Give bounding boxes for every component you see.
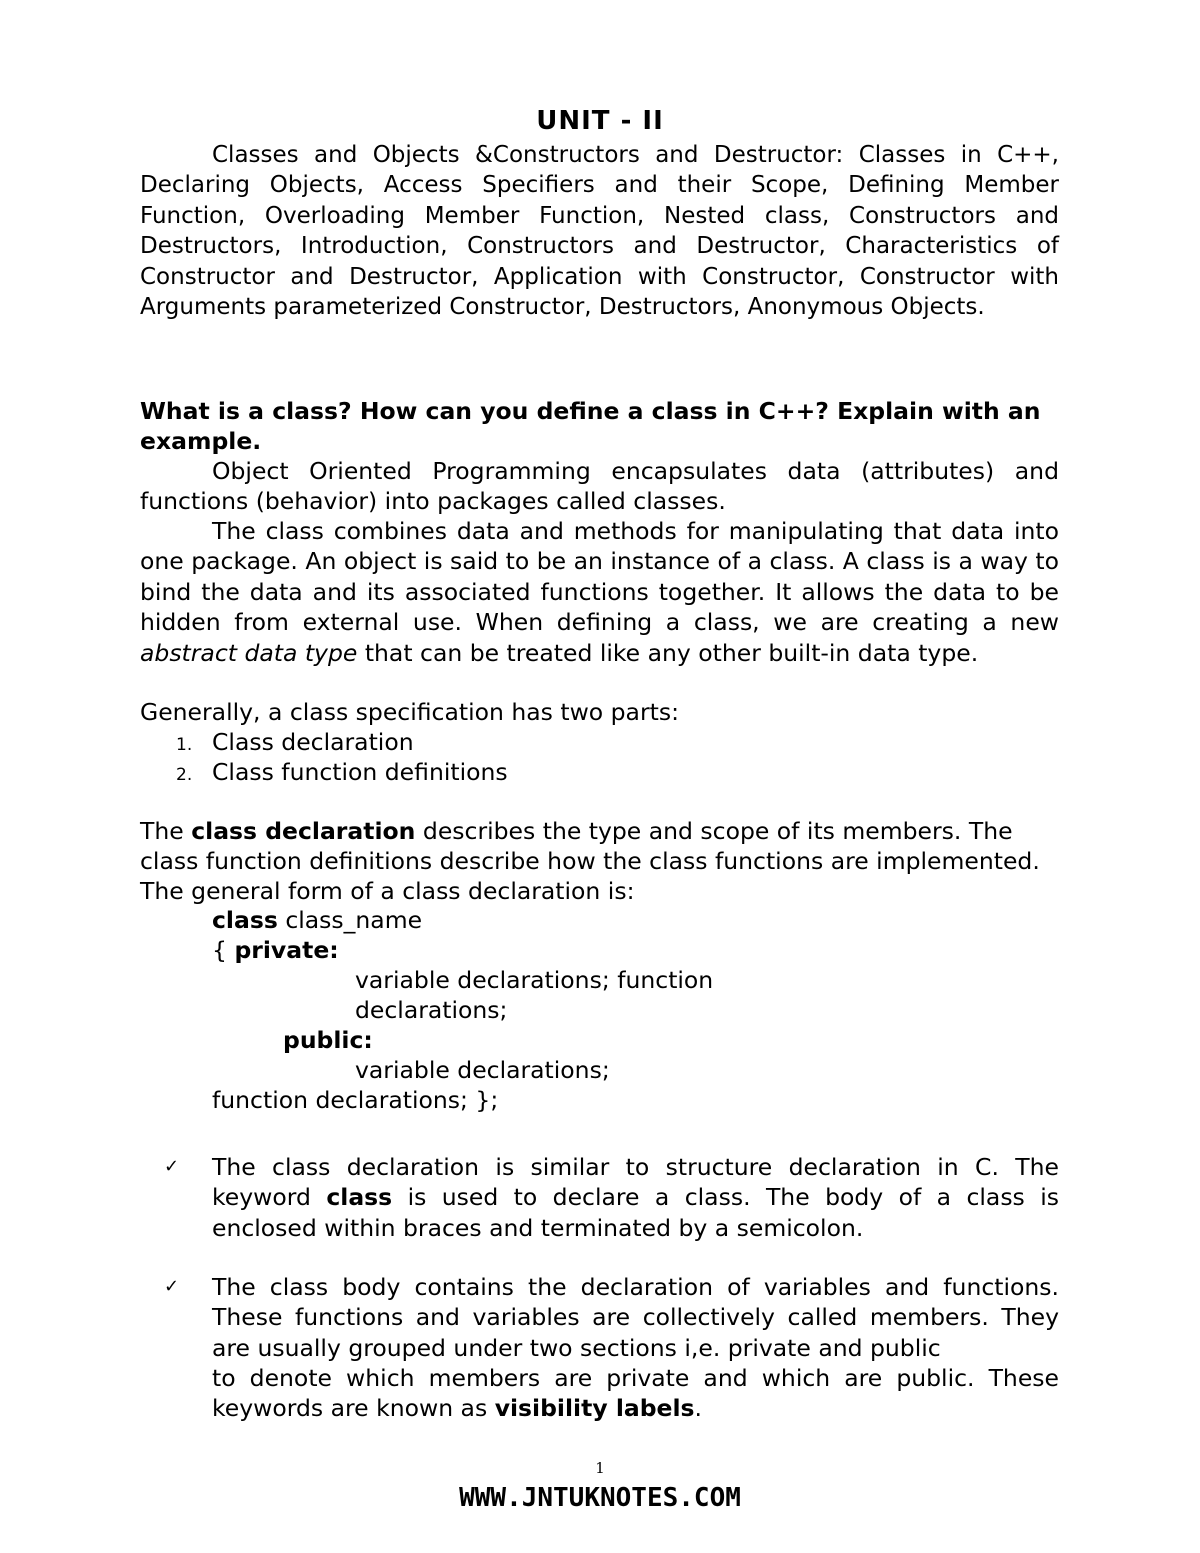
bullet1-text-a: The class declaration is similar to structure declaration in C. The keyword [212, 1153, 1059, 1212]
code-brace-open: { [212, 936, 227, 964]
bullet2-text-a: The class body contains the declaration of variables and functions. These functions and variables are collectively called members. They are usually grouped under two sections i,e. private and public [212, 1273, 1059, 1362]
bullet1-text-b: is used to declare a class. The body of a class is enclosed within braces and terminated by a semicolon. [212, 1183, 1059, 1242]
parts-intro: Generally, a class specification has two parts: [140, 698, 679, 726]
class-paragraph [140, 516, 1059, 668]
class-keyword-term: class [326, 1183, 393, 1212]
question-heading: What is a class? How can you define a class in C++? Explain with an example. [140, 397, 1041, 455]
bullet-body-continued [212, 1363, 1059, 1424]
list-number: 1. [176, 735, 193, 755]
list-text: Class declaration [212, 728, 414, 756]
bullet-body [212, 1272, 1059, 1363]
code-line: variable declarations; function [355, 966, 714, 994]
code-class-name: class_name [285, 906, 423, 934]
list-text: Class function definitions [212, 758, 508, 786]
declaration-rest: describes the type and scope of its members. The class function definitions describe how the class functions are implemented. [140, 817, 1040, 876]
oop-paragraph: Object Oriented Programming encapsulates data (attributes) and functions (behavior) into packages called classes. [140, 457, 1059, 516]
class-paragraph-start: The class combines data and methods for manipulating that data into one package. An object is said to be an instance of a class. A class is a way to bind the data and its associated functions together. It allows the data to be hidden from external use. When defining a class, we are creating a new [140, 517, 1059, 637]
class-declaration-term: class declaration [191, 817, 416, 845]
code-line [212, 935, 339, 965]
unit-title: UNIT - II [536, 106, 664, 136]
check-icon: ✓ [164, 1276, 180, 1297]
bullet2-period: . [694, 1394, 703, 1423]
code-line [212, 905, 422, 935]
code-keyword-private: private: [234, 936, 339, 964]
code-line: function declarations; }; [212, 1086, 499, 1114]
list-number: 2. [176, 765, 193, 785]
general-form-line: The general form of a class declaration is: [140, 877, 635, 905]
syllabus-paragraph: Classes and Objects &Constructors and Destructor: Classes in C++, Declaring Objects, Access Specifiers and their Scope, Defining Member Function, Overloading Member Function, Nested class, Constructors and Destructors, Introduction, Constructors and Destructor, Characteristics of Constructor and Destructor, Application with Constructor, Constructor with Arguments parameterized Constructor, Destructors, Anonymous Objects. [140, 142, 1059, 321]
footer-website: WWW.JNTUKNOTES.COM [459, 1483, 741, 1513]
bullet2-text-b: to denote which members are private and which are public. These keywords are known as [212, 1364, 1059, 1423]
declaration-the: The [140, 817, 184, 845]
declaration-paragraph [140, 816, 1059, 877]
bullet-declaration [212, 1152, 1059, 1243]
code-line: variable declarations; [355, 1056, 610, 1084]
class-paragraph-end: that can be treated like any other built-in data type. [364, 638, 979, 667]
check-icon: ✓ [164, 1156, 180, 1177]
code-keyword-public: public: [283, 1026, 373, 1054]
abstract-data-type-term: abstract data type [140, 638, 358, 667]
visibility-labels-term: visibility labels [494, 1394, 695, 1423]
page-number: 1 [595, 1459, 605, 1477]
code-keyword-class: class [212, 906, 278, 934]
code-line: declarations; [355, 996, 508, 1024]
